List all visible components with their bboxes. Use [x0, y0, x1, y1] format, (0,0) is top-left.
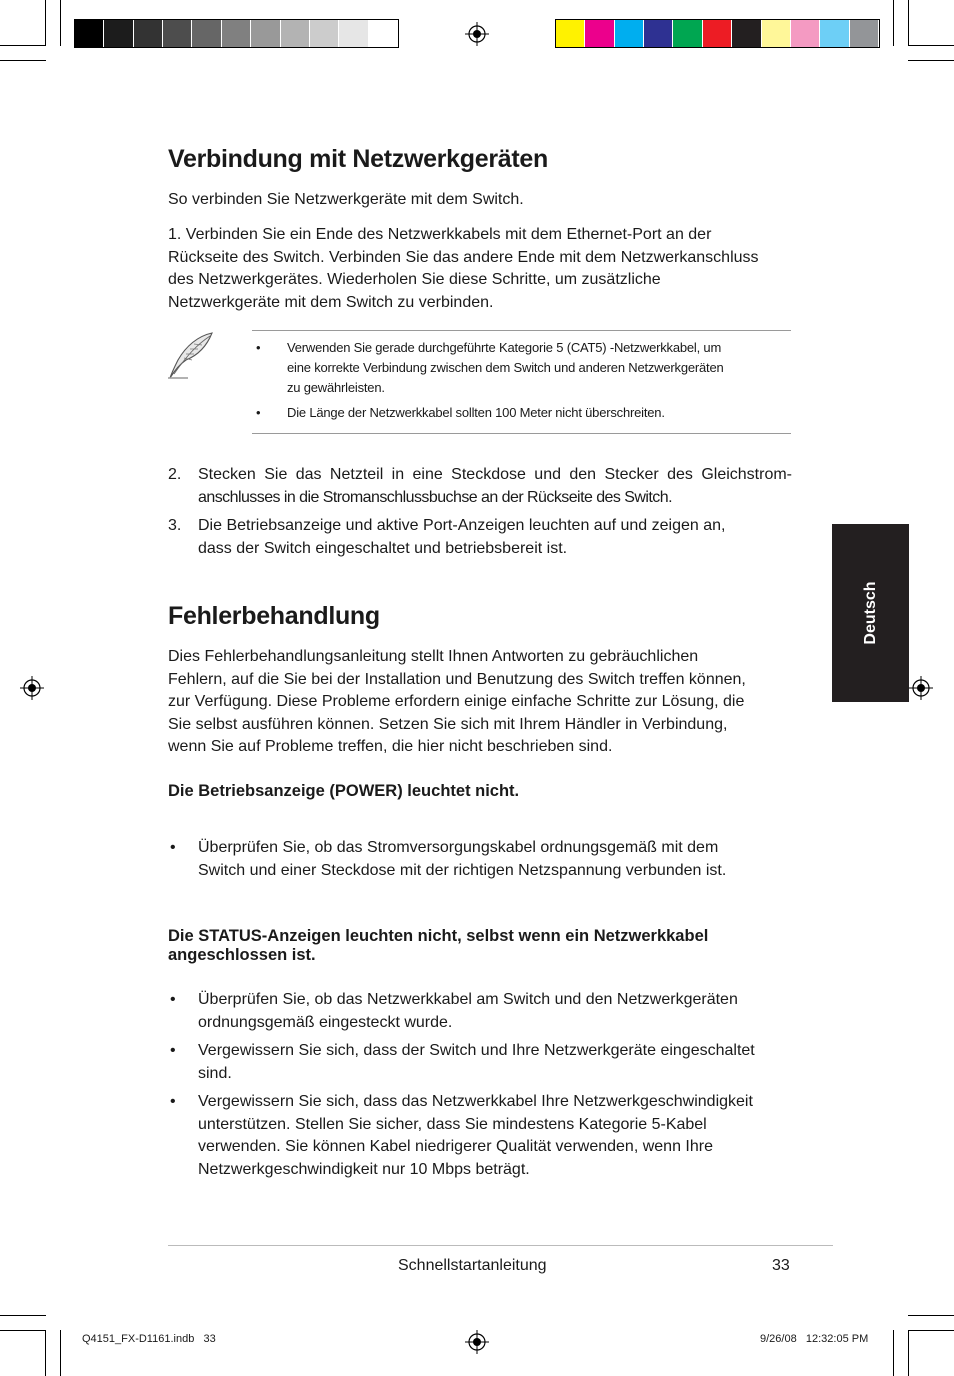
- color-swatch: [703, 20, 732, 47]
- problem-2-heading: [168, 927, 798, 965]
- color-swatch: [762, 20, 791, 47]
- step-line: Stecken Sie das Netzteil in eine Steckdose und den Stecker des Gleichstrom-: [198, 466, 792, 483]
- bullet-line: Switch und einer Steckdose mit der richtigen Netzspannung verbunden ist.: [198, 861, 727, 879]
- section-2-paragraph: [168, 646, 798, 759]
- note-line: eine korrekte Verbindung zwischen dem Switch und anderen Netzwerkgeräten: [287, 360, 724, 375]
- color-swatch: [644, 20, 673, 47]
- paragraph-line: wenn Sie auf Probleme treffen, die hier nicht beschrieben sind.: [168, 738, 613, 755]
- footer-title: Schnellstartanleitung: [398, 1257, 547, 1274]
- color-swatch: [163, 20, 192, 47]
- bullet: •: [170, 1042, 176, 1059]
- bullet: •: [170, 991, 176, 1008]
- footer-rule: [168, 1245, 833, 1246]
- note-line: Verwenden Sie gerade durchgeführte Kategorie 5 (CAT5) -Netzwerkkabel, um: [287, 340, 722, 355]
- registration-mark-icon: [465, 22, 489, 46]
- paragraph-line: zur Verfügung. Diese Probleme erfordern einige einfache Schritte zur Lösung, die: [168, 693, 745, 710]
- color-swatch: [820, 20, 849, 47]
- paragraph-line: Fehlern, auf die Sie bei der Installation und Benutzung des Switch treffen können,: [168, 670, 746, 688]
- bullet-line: Überprüfen Sie, ob das Stromversorgungskabel ordnungsgemäß mit dem: [198, 839, 719, 856]
- registration-mark-icon: [909, 676, 933, 700]
- problem-2-bullet: [168, 1040, 792, 1085]
- note-line: Die Länge der Netzwerkkabel sollten 100 Meter nicht überschreiten.: [287, 405, 665, 420]
- problem-2-bullet: [168, 989, 792, 1034]
- step-line: Die Betriebsanzeige und aktive Port-Anzeigen leuchten auf und zeigen an,: [198, 517, 726, 534]
- step-2: [168, 464, 792, 509]
- heading-line: angeschlossen ist.: [168, 946, 316, 964]
- step-line: dass der Switch eingeschaltet und betriebsbereit ist.: [198, 539, 568, 557]
- color-swatch: [615, 20, 644, 47]
- page-number: 33: [772, 1257, 790, 1274]
- language-tab: [832, 524, 909, 702]
- note-bottom-rule: [252, 433, 791, 434]
- bullet-line: Vergewissern Sie sich, dass der Switch und Ihre Netzwerkgeräte eingeschaltet: [198, 1042, 755, 1059]
- registration-mark-icon: [465, 1330, 489, 1354]
- bullet-line: Netzwerkgeschwindigkeit nur 10 Mbps beträgt.: [198, 1160, 530, 1178]
- step-1-line: Rückseite des Switch. Verbinden Sie das andere Ende mit dem Netzwerkanschluss: [168, 248, 759, 266]
- note-item: [252, 338, 792, 398]
- color-swatch: [585, 20, 614, 47]
- problem-2-bullet: [168, 1091, 792, 1181]
- problem-1-heading: Die Betriebsanzeige (POWER) leuchtet nicht.: [168, 782, 520, 800]
- color-swatch: [134, 20, 163, 47]
- step-number: 2.: [168, 466, 182, 483]
- feather-pen-icon: [166, 330, 216, 380]
- bullet-line: unterstützen. Stellen Sie sicher, dass Sie mindestens Kategorie 5-Kabel: [198, 1115, 707, 1133]
- step-1-line: des Netzwerkgerätes. Wiederholen Sie diese Schritte, um zusätzliche: [168, 271, 661, 288]
- paragraph-line: Sie selbst ausführen können. Setzen Sie sich mit Ihrem Händler in Verbindung,: [168, 715, 728, 733]
- slug-datetime: 9/26/08 12:32:05 PM: [760, 1333, 869, 1345]
- color-swatch: [556, 20, 585, 47]
- bullet-line: Überprüfen Sie, ob das Netzwerkkabel am Switch und den Netzwerkgeräten: [198, 991, 738, 1008]
- bullet-line: ordnungsgemäß eingesteckt wurde.: [198, 1013, 453, 1031]
- grayscale-bar: [74, 19, 399, 48]
- note-line: zu gewährleisten.: [287, 380, 385, 395]
- color-swatch: [104, 20, 133, 47]
- step-number: 3.: [168, 517, 182, 534]
- step-1-line: Netzwerkgeräte mit dem Switch zu verbinden.: [168, 293, 494, 311]
- color-swatch: [791, 20, 820, 47]
- bullet: •: [170, 1093, 176, 1110]
- problem-1-bullet: [168, 837, 792, 882]
- color-swatch: [369, 20, 398, 47]
- bullet: •: [256, 340, 261, 355]
- bullet: •: [170, 839, 176, 856]
- color-swatch: [192, 20, 221, 47]
- step-1-paragraph: [168, 224, 798, 314]
- color-swatch: [251, 20, 280, 47]
- language-tab-label: Deutsch: [861, 581, 879, 645]
- color-swatch: [339, 20, 368, 47]
- color-bar: [555, 19, 880, 48]
- section-title: Fehlerbehandlung: [168, 602, 380, 630]
- intro-text: So verbinden Sie Netzwerkgeräte mit dem Switch.: [168, 191, 524, 208]
- bullet-line: Vergewissern Sie sich, dass das Netzwerkkabel Ihre Netzwerkgeschwindigkeit: [198, 1093, 753, 1110]
- note-item: [252, 403, 792, 423]
- color-swatch: [281, 20, 310, 47]
- note-top-rule: [252, 330, 791, 331]
- bullet-line: verwenden. Sie können Kabel niedrigerer Qualität verwenden, wenn Ihre: [198, 1138, 713, 1155]
- bullet-line: sind.: [198, 1064, 232, 1082]
- bullet: •: [256, 405, 261, 420]
- paragraph-line: Dies Fehlerbehandlungsanleitung stellt Ihnen Antworten zu gebräuchlichen: [168, 648, 699, 665]
- page-title: Verbindung mit Netzwerkgeräten: [168, 145, 548, 173]
- step-3: [168, 515, 792, 560]
- color-swatch: [310, 20, 339, 47]
- color-swatch: [732, 20, 761, 47]
- color-swatch: [222, 20, 251, 47]
- registration-mark-icon: [20, 676, 44, 700]
- color-swatch: [75, 20, 104, 47]
- slug-file: Q4151_FX-D1161.indb 33: [82, 1333, 216, 1345]
- step-1-line: 1. Verbinden Sie ein Ende des Netzwerkkabels mit dem Ethernet-Port an der: [168, 226, 712, 243]
- color-swatch: [673, 20, 702, 47]
- color-swatch: [850, 20, 879, 47]
- heading-line: Die STATUS-Anzeigen leuchten nicht, selbst wenn ein Netzwerkkabel: [168, 927, 709, 945]
- step-line: anschlusses in die Stromanschlussbuchse an der Rückseite des Switch.: [198, 488, 672, 506]
